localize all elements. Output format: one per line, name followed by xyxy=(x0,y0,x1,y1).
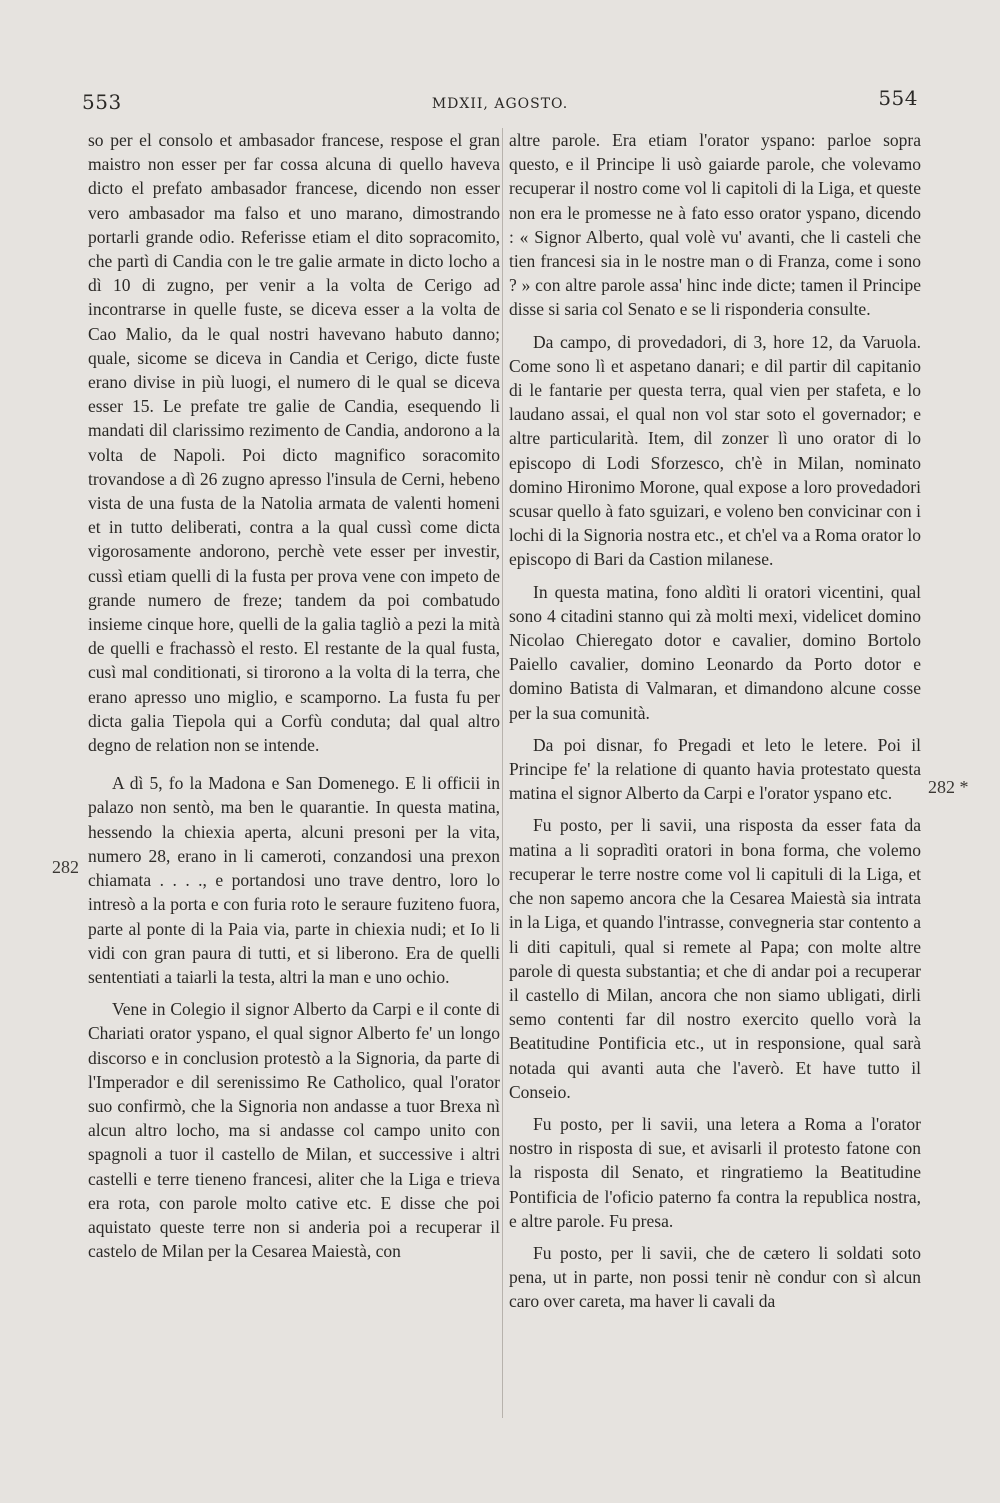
paragraph: Fu posto, per li savii, una risposta da esser fata da matina a li sopradìti oratori in bona forma, che volemo recuperar le terre nostre come vol li capituli di la Liga, et che non sapemo ancora che la Cesarea Maiestà sia intrata in la Liga, et quando l'intrasse, convegneria star contento a li diti capituli, qual si remete al Papa; con molte altre parole di questa substantia; et che di andar poi a recuperar il castello di Milan, ancora che non siamo ubligati, dirli semo contenti far dil nostro exercito quello vorà la Beatitudine Pontificia etc., ut in responsione, qual sarà notada qui avanti auta che l'averò. Et have tutto il Conseio. xyxy=(509,815,921,1102)
running-title: MDXII, AGOSTO. xyxy=(431,96,569,112)
paragraph: A dì 5, fo la Madona e San Domenego. E li officii in palazo non sentò, ma ben le quarantie. In questa matina, hessendo la chiexia aperta, alcuni presoni per la vita, numero 28, erano in li cameroti, conzandosi una prexon chiamata . . . ., e portandosi uno trave dentro, loro lo intresò a la porta e con furia roto le seraure fuziteno fuora, parte al ponte di la Paia via, parte in chiexia nudi; et Io li vidi con gran paura di tutti, et si liberono. Era de quelli sententiati a taiarli la testa, altri la man e uno ochio. xyxy=(88,773,500,987)
right-page-number: 554 xyxy=(878,86,918,110)
paragraph: altre parole. Era etiam l'orator yspano: parloe sopra questo, e il Principe li usò gaiarde parole, che volevamo recuperar il nostro come vol li capitoli di la Liga, et queste non era le promesse ne à fato esso orator yspano, dicendo : « Signor Alberto, qual volè vu' avanti, che li casteli che tien francesi sia in le nostre man o di Franza, come i sono ? » con altre parole assa' hinc inde dicte; tamen il Principe disse si saria col Senato e se li risponderia consulte. xyxy=(509,130,921,320)
paragraph: Vene in Colegio il signor Alberto da Carpi e il conte di Chariati orator yspano, el qual signor Alberto fe' un longo discorso e in conclusion protestò a la Signoria, da parte di l'Imperador e dil serenissimo Re Catholico, qual l'orator suo confirmò, che la Signoria non andasse a tuor Brexa nì alcun altro locho, ma si andasse col campo unito con spagnoli a tuor il castello de Milan, et successive i altri castelli e terre tieneno francesi, aliter che la Liga e trieva era rota, con parole molto cative etc. E disse che poi aquistato queste terre non si anderia poi a recuperar il castelo de Milan per la Cesarea Maiestà, con xyxy=(88,999,500,1262)
paragraph: Fu posto, per li savii, una letera a Roma a l'orator nostro in risposta di sue, et avisarli il protesto fatone con la risposta dil Senato, et ringratiemo la Beatitudine Pontificia de l'oficio paterno fa contra la republica nostra, e altre parole. Fu presa. xyxy=(509,1113,921,1231)
right-column xyxy=(509,128,921,1314)
paragraph: In questa matina, fono aldìti li oratori vicentini, qual sono 4 citadini stanno qui zà molti mexi, videlicet domino Nicolao Chieregato dotor e cavalier, domino Bortolo Paiello cavalier, domino Leonardo da Porto dotor e domino Batista di Valmaran, et dimandono alcune cosse per la sua comunità. xyxy=(509,581,921,723)
paragraph: Da campo, di provedadori, di 3, hore 12, da Varuola. Come sono lì et aspetano danari; e dil partir dil capitanio di le fantarie per questa terra, qual vien per stafeta, e lo laudano assai, el qual non vol star soto el governador; e altre particularità. Item, dil zonzer lì uno orator di lo episcopo di Lodi Sforzesco, ch'è in Milan, nominato domino Hironimo Morone, qual expose a loro provedadori scusar quello à fato sguizari, e voleno ben convicinar con i lochi di la Signoria nostra etc., et ch'el va a Roma orator lo episcopo di Bari da Castion milanese. xyxy=(509,331,921,570)
margin-note-right: 282 * xyxy=(928,777,969,797)
paragraph: Da poi disnar, fo Pregadi et leto le letere. Poi il Principe fe' la relatione di quanto havia protestato questa matina el signor Alberto da Carpi e l'orator yspano etc. xyxy=(509,734,921,804)
column-divider xyxy=(502,128,503,1418)
paragraph: so per el consolo et ambasador francese, respose el gran maistro non esser per far cossa alcuna di quello haveva dicto el prefato ambasador francese, dicendo non esser vero ambasador ma falso et uno marano, dimostrando portarli grande odio. Referisse etiam el dito sopracomito, che partì di Candia con le tre galie armate in dicto locho a dì 10 di zugno, per venir a la volta de Cerigo ad incontrarse in quelle fuste, se diceva esser a la volta de Cao Malio, da le qual nostri havevano habuto danno; quale, sicome se diceva in Candia et Cerigo, dicte fuste erano divise in più luogi, el numero di le qual se diceva esser 15. Le prefate tre galie de Candia, esequendo li mandati dil clarissimo rezimento de Candia, andorono a la volta de Napoli. Poi dicto magnifico soracomito trovandose a dì 26 zugno apresso l'insula de Cerni, hebeno vista de una fusta de la Natolia armata de valenti homeni et in tutto deliberati, contra a la qual cussì come dicta vigorosamente andorono, perchè vete esser per investir, cussì etiam quelli di la fusta per prova vene con impeto de grande numero de freze; tandem da poi combatudo insieme cinque hore, quelli de la galia tagliò a pezi la mità de quelli e frachassò el resto. El restante de la qual fusta, cusì mal conditionati, si tirorono a la volta di la terra, che erano apresso uno miglio, e scamporno. La fusta fu per dicta galia Tiepola qui a Corfù conduta; dal qual altro degno de relation non se intende. xyxy=(88,130,500,756)
left-column xyxy=(88,128,500,1263)
margin-note-left: 282 xyxy=(52,857,79,877)
left-page-number: 553 xyxy=(82,90,122,114)
paragraph: Fu posto, per li savii, che de cætero li soldati soto pena, ut in parte, non possi tenir nè condur con sì alcun caro over careta, ma haver li cavali da xyxy=(509,1242,921,1312)
